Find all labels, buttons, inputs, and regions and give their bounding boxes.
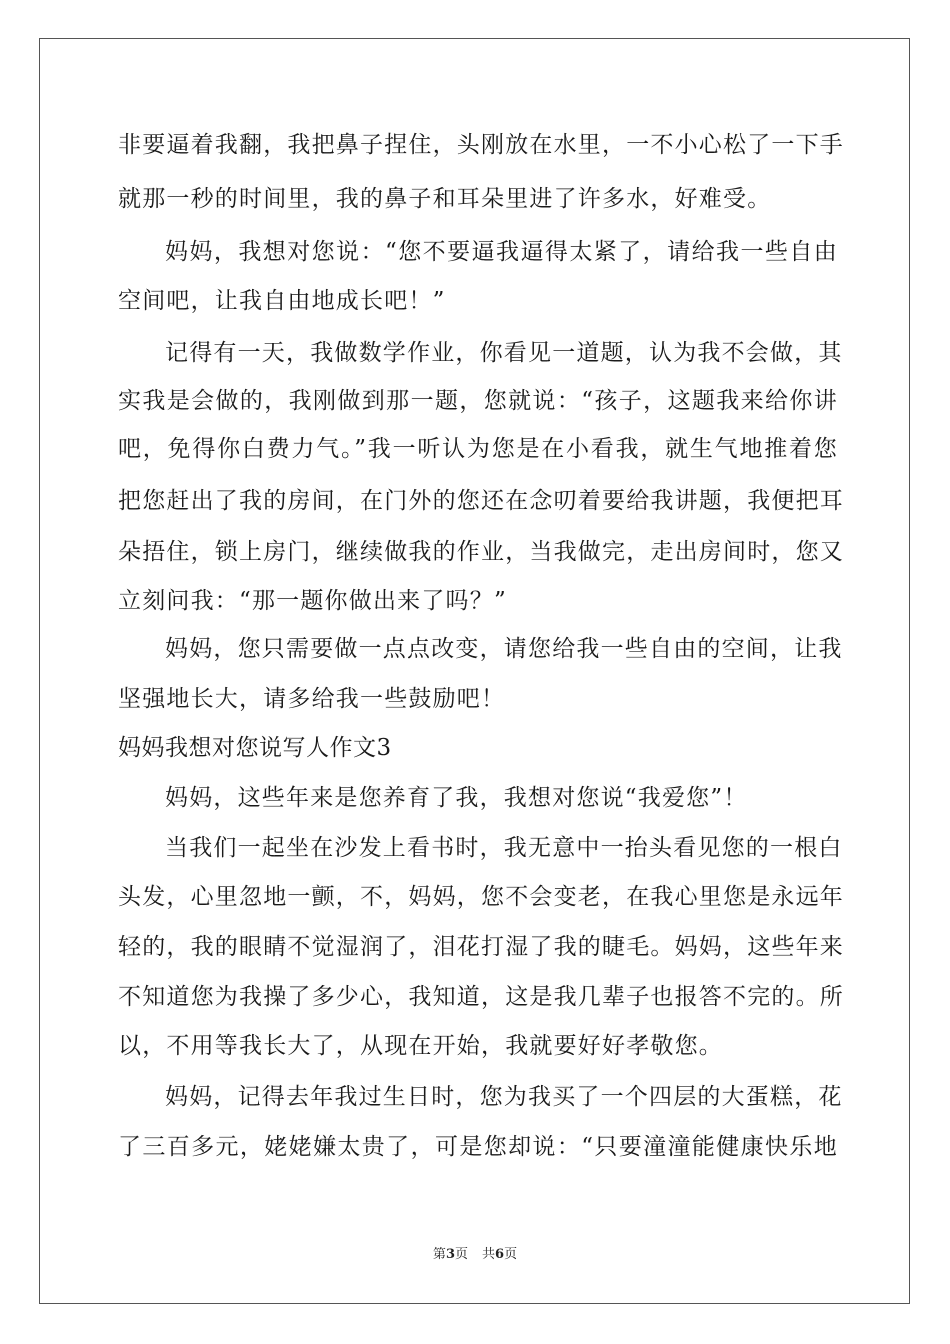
text-line: 吧，免得你白费力气。”我一听认为您是在小看我，就生气地推着您 — [118, 436, 838, 462]
text-line: 了三百多元，姥姥嫌太贵了，可是您却说：“只要潼潼能健康快乐地 — [118, 1134, 838, 1160]
text-line: 当我们一起坐在沙发上看书时，我无意中一抬头看见您的一根白 — [165, 835, 843, 861]
page-prefix: 第 — [432, 1247, 446, 1262]
text-line: 记得有一天，我做数学作业，你看见一道题，认为我不会做，其 — [165, 340, 843, 366]
text-line: 以，不用等我长大了，从现在开始，我就要好好孝敬您。 — [118, 1033, 723, 1059]
text-line: 坚强地长大，请多给我一些鼓励吧！ — [118, 686, 506, 712]
text-line: 朵捂住，锁上房门，继续做我的作业，当我做完，走出房间时，您又 — [118, 539, 844, 565]
text-line: 妈妈，这些年来是您养育了我，我想对您说“我爱您”！ — [165, 785, 748, 811]
text-line: 轻的，我的眼睛不觉湿润了，泪花打湿了我的睫毛。妈妈，这些年来 — [118, 934, 844, 960]
text-line: 妈妈，您只需要做一点点改变，请您给我一些自由的空间，让我 — [165, 636, 843, 662]
text-line: 不知道您为我操了多少心，我知道，这是我几辈子也报答不完的。所 — [118, 984, 844, 1010]
total-prefix: 共 — [482, 1247, 496, 1262]
text-line: 把您赶出了我的房间，在门外的您还在念叨着要给我讲题，我便把耳 — [118, 488, 844, 514]
page-total: 6 — [495, 1247, 505, 1262]
page-current: 3 — [445, 1247, 455, 1262]
page-suffix: 页 — [454, 1247, 468, 1262]
text-line: 非要逼着我翻，我把鼻子捏住，头刚放在水里，一不小心松了一下手 — [118, 132, 844, 158]
text-line: 实我是会做的，我刚做到那一题，您就说：“孩子，这题我来给你讲 — [118, 388, 838, 414]
page-footer — [0, 1247, 950, 1263]
total-suffix: 页 — [504, 1247, 518, 1262]
text-line: 妈妈，记得去年我过生日时，您为我买了一个四层的大蛋糕，花 — [165, 1084, 843, 1110]
section-heading: 妈妈我想对您说写人作文3 — [118, 735, 392, 761]
text-line: 立刻问我：“那一题你做出来了吗？” — [118, 588, 507, 614]
text-line: 头发，心里忽地一颤，不，妈妈，您不会变老，在我心里您是永远年 — [118, 884, 844, 910]
text-line: 空间吧，让我自由地成长吧！” — [118, 288, 446, 314]
text-line: 妈妈，我想对您说：“您不要逼我逼得太紧了，请给我一些自由 — [165, 239, 838, 265]
page-border — [39, 38, 910, 1304]
text-line: 就那一秒的时间里，我的鼻子和耳朵里进了许多水，好难受。 — [118, 186, 772, 212]
